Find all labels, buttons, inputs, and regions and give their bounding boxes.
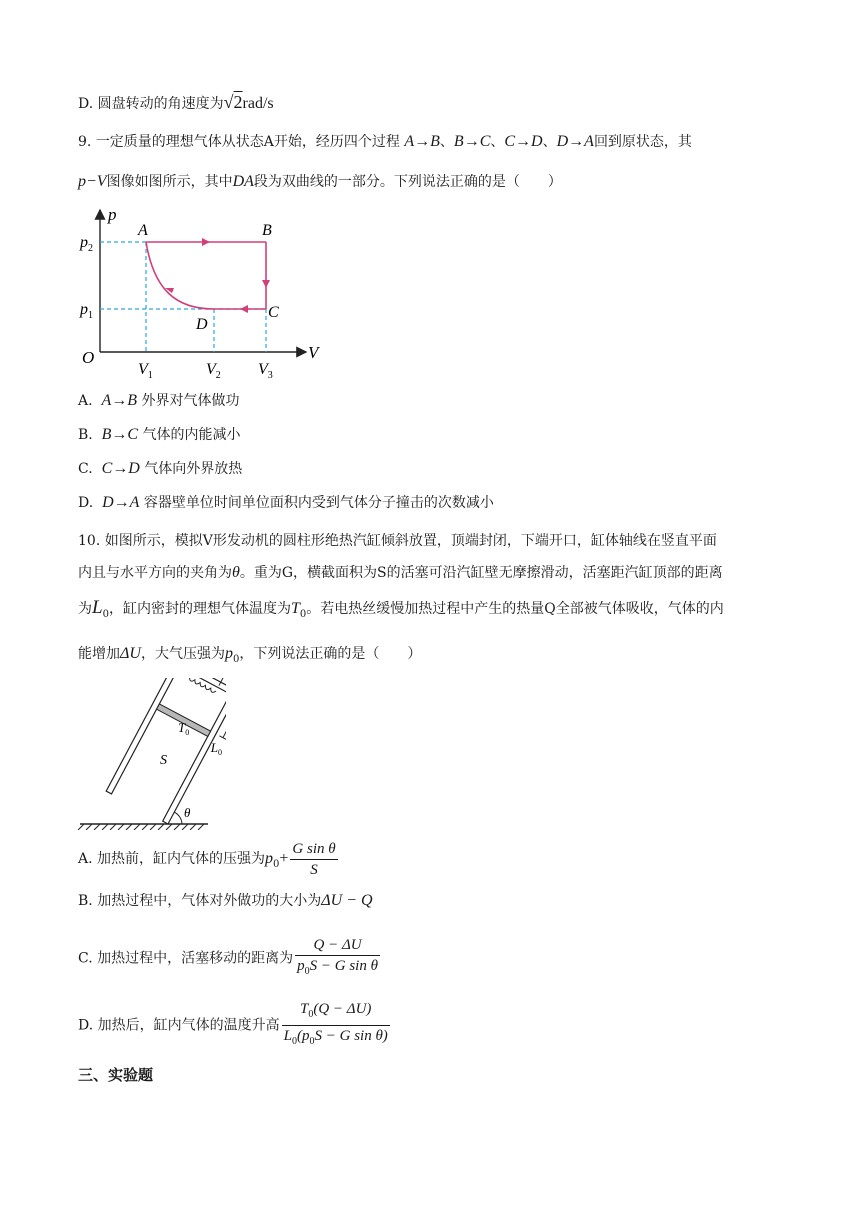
v1-label: $V_1$ bbox=[138, 361, 153, 381]
T0-label: $T_0$ bbox=[178, 720, 190, 737]
q10-stem-line3: 为$L_0$，缸内密封的理想气体温度为$T_0$。若电热丝缓慢加热过程中产生的热量Q全部被气体吸收，气体的内 bbox=[78, 597, 724, 620]
v3-label: $V_3$ bbox=[258, 361, 273, 381]
p1-label: $p_1$ bbox=[80, 301, 93, 321]
q10-option-a[interactable]: A. 加热前，缸内气体的压强为$p_0+$ $\frac{\text{G sin θ}}{S}$ bbox=[78, 840, 336, 878]
guide-lines bbox=[100, 242, 266, 352]
q9-stem-line2: p−V图像如图所示，其中DA段为双曲线的一部分。下列说法正确的是（ ） bbox=[78, 173, 562, 190]
v2-label: $V_2$ bbox=[206, 361, 221, 381]
q9-option-c[interactable]: C. C→D 气体向外界放热 bbox=[78, 460, 243, 477]
L0-label: $L_0$ bbox=[210, 740, 222, 757]
p2-label: $p_2$ bbox=[80, 234, 93, 254]
point-d: D bbox=[196, 316, 208, 333]
process-path bbox=[146, 242, 266, 309]
point-b: B bbox=[262, 222, 272, 239]
point-a: A bbox=[138, 222, 148, 239]
point-c: C bbox=[268, 304, 279, 321]
section-heading: 三、实验题 bbox=[78, 1066, 154, 1084]
q9-option-d[interactable]: D. D→A 容器壁单位时间单位面积内受到气体分子撞击的次数减小 bbox=[78, 494, 494, 511]
axis-v-label: V bbox=[308, 343, 319, 362]
q10-option-c[interactable]: C. 加热过程中，活塞移动的距离为 $\frac{Q - \Delta U}{p_0S - G \sin \theta}$ bbox=[78, 937, 378, 977]
q10-stem-line2: 内且与水平方向的夹角为θ。重为G，横截面积为S的活塞可沿汽缸壁无摩擦滑动，活塞距汽缸顶部的距离 bbox=[78, 564, 723, 581]
q9-option-b[interactable]: B. B→C 气体的内能减小 bbox=[78, 426, 241, 443]
q10-option-d[interactable]: D. 加热后，缸内气体的温度升高 $\frac{T_0(Q - \Delta U)}{L_0(p_0S - G \sin \theta)}$ bbox=[78, 1001, 388, 1047]
q9-stem-line1: 9. 一定质量的理想气体从状态A开始，经历四个过程 A→B、B→C、C→D、D→A回到原状态，其 bbox=[78, 133, 692, 150]
origin-label: O bbox=[82, 348, 95, 367]
S-label: S bbox=[160, 753, 167, 768]
q10-stem-line1: 10. 如图所示，模拟V形发动机的圆柱形绝热汽缸倾斜放置，顶端封闭，下端开口，缸体轴线在竖直平面 bbox=[78, 533, 717, 549]
cylinder-figure bbox=[76, 678, 226, 830]
axis-p-label: p bbox=[108, 205, 117, 224]
ground-hatch bbox=[78, 824, 204, 830]
q10-option-b[interactable]: B. 加热过程中，气体对外做功的大小为ΔU − Q bbox=[78, 892, 373, 909]
pv-graph bbox=[76, 200, 336, 390]
prev-option-d: D. 圆盘转动的角速度为√2rad/s bbox=[78, 92, 274, 112]
q10-stem-line4: 能增加ΔU，大气压强为$p_0$，下列说法正确的是（ ） bbox=[78, 645, 422, 665]
theta-label: θ bbox=[184, 805, 191, 820]
q9-option-a[interactable]: A. A→B 外界对气体做功 bbox=[78, 392, 240, 409]
